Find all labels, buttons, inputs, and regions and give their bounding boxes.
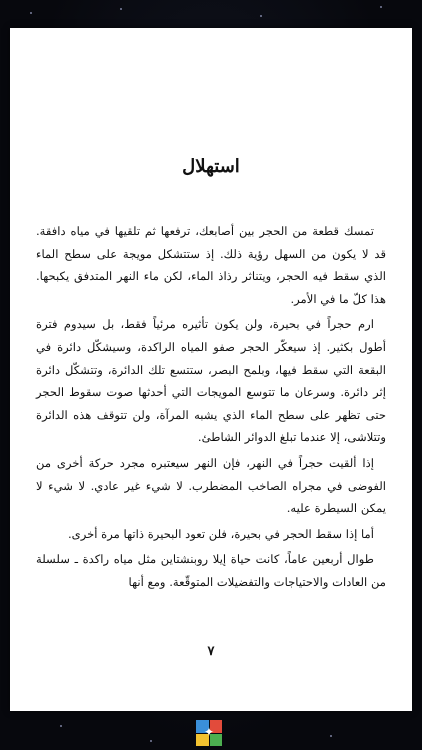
chapter-title: استهلال xyxy=(182,156,240,177)
star-decoration xyxy=(120,8,122,10)
paragraph: أما إذا سقط الحجر في بحيرة، فلن تعود البحيرة ذاتها مرة أخرى. xyxy=(67,526,374,541)
paragraph: ارم حجراً في بحيرة، ولن يكون تأثيره مرئياً فقط، بل سيدوم فترة أطول بكثير. إذ سيعكّر الحجر صفو المياه الراكدة، وسيشكّل دائرة في البقعة التي سقط فيها، وبلمح البصر، ستتسع تلك الدائرة، وتتشكّل دائرة إثر دائرة. وسرعان ما تتوسع المويجات التي أحدثها صوت سقوط الحجر حتى تظهر على سطح الماء الذي يشبه المرآة، ولن تتوقف هذه الدائرة وتتلاشى، إلا عندما تبلغ الدوائر الشاطئ. xyxy=(36,317,386,445)
star-decoration xyxy=(260,15,262,17)
page-number: ٧ xyxy=(207,644,215,659)
star-decoration xyxy=(330,735,332,737)
star-decoration xyxy=(150,740,152,742)
star-decoration xyxy=(380,6,382,8)
page-body xyxy=(36,220,386,597)
app-logo-icon[interactable] xyxy=(196,720,222,746)
star-decoration xyxy=(60,725,62,727)
paragraph: طوال أربعين عاماً، كانت حياة إيلا روبنشتاين مثل مياه راكدة ـ سلسلة من العادات والاحتياجات والتفضيلات المتوقّعة. ومع أنها xyxy=(36,552,386,589)
sparkle-icon: ✦ xyxy=(204,725,215,739)
star-decoration xyxy=(30,12,32,14)
paragraph: إذا ألقيت حجراً في النهر، فإن النهر سيعتبره مجرد حركة أخرى من الفوضى في مجراه الصاخب المضطرب. لا شيء غير عادي. لا شيء لا يمكن السيطرة عليه. xyxy=(36,455,386,516)
paragraph: تمسك قطعة من الحجر بين أصابعك، ترفعها ثم تلقيها في مياه دافقة. قد لا يكون من السهل رؤية ذلك. إذ ستتشكل مويجة على سطح الماء الذي سقط فيه الحجر، ويتناثر رذاذ الماء، لكن ماء النهر المتدفق يكبحها. هذا كلّ ما في الأمر. xyxy=(36,224,386,306)
book-page[interactable] xyxy=(10,28,412,711)
